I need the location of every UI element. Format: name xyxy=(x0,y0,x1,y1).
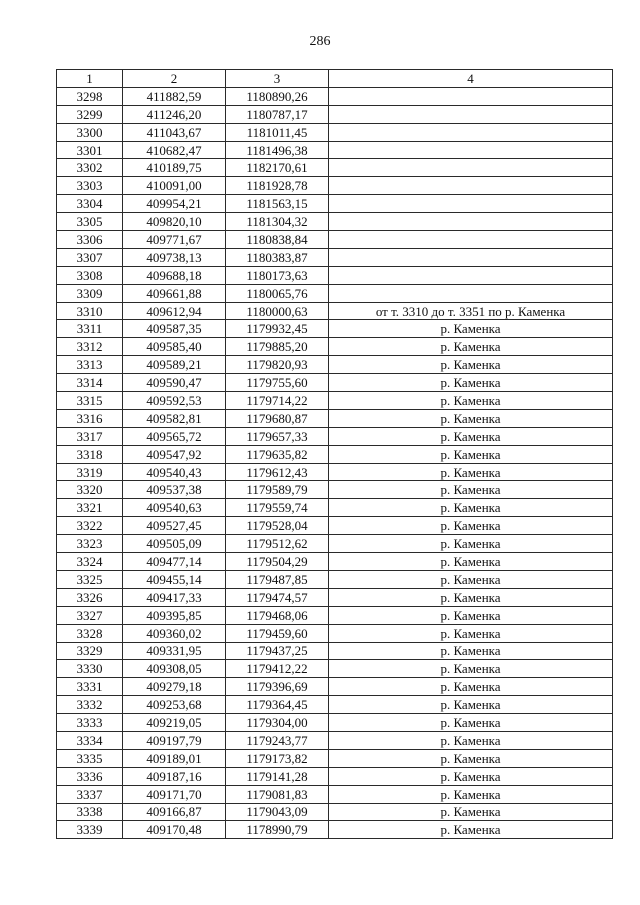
point-number-cell: 3299 xyxy=(57,105,123,123)
x-coordinate-cell: 409171,70 xyxy=(123,785,226,803)
table-row xyxy=(57,606,613,624)
table-row xyxy=(57,284,613,302)
y-coordinate-cell: 1179141,28 xyxy=(226,767,329,785)
table-row xyxy=(57,463,613,481)
x-coordinate-cell: 409565,72 xyxy=(123,427,226,445)
x-coordinate-cell: 411246,20 xyxy=(123,105,226,123)
header-row xyxy=(57,70,613,88)
x-coordinate-cell: 409592,53 xyxy=(123,392,226,410)
description-cell: р. Каменка xyxy=(329,374,613,392)
y-coordinate-cell: 1179714,22 xyxy=(226,392,329,410)
y-coordinate-cell: 1179437,25 xyxy=(226,642,329,660)
description-cell: р. Каменка xyxy=(329,696,613,714)
x-coordinate-cell: 409540,43 xyxy=(123,463,226,481)
x-coordinate-cell: 409547,92 xyxy=(123,445,226,463)
point-number-cell: 3328 xyxy=(57,624,123,642)
description-cell: р. Каменка xyxy=(329,642,613,660)
description-cell: р. Каменка xyxy=(329,803,613,821)
table-row xyxy=(57,517,613,535)
point-number-cell: 3335 xyxy=(57,749,123,767)
table-row xyxy=(57,624,613,642)
column-header-3: 3 xyxy=(226,70,329,88)
y-coordinate-cell: 1179755,60 xyxy=(226,374,329,392)
x-coordinate-cell: 409688,18 xyxy=(123,266,226,284)
description-cell: р. Каменка xyxy=(329,767,613,785)
x-coordinate-cell: 409279,18 xyxy=(123,678,226,696)
description-cell xyxy=(329,105,613,123)
column-header-4: 4 xyxy=(329,70,613,88)
point-number-cell: 3326 xyxy=(57,588,123,606)
table-row xyxy=(57,553,613,571)
table-row xyxy=(57,320,613,338)
y-coordinate-cell: 1181563,15 xyxy=(226,195,329,213)
description-cell: р. Каменка xyxy=(329,731,613,749)
point-number-cell: 3329 xyxy=(57,642,123,660)
description-cell xyxy=(329,123,613,141)
table-row xyxy=(57,821,613,839)
coordinates-table xyxy=(56,69,613,839)
y-coordinate-cell: 1179412,22 xyxy=(226,660,329,678)
point-number-cell: 3331 xyxy=(57,678,123,696)
point-number-cell: 3317 xyxy=(57,427,123,445)
description-cell: от т. 3310 до т. 3351 по р. Каменка xyxy=(329,302,613,320)
x-coordinate-cell: 411882,59 xyxy=(123,87,226,105)
table-row xyxy=(57,87,613,105)
x-coordinate-cell: 409587,35 xyxy=(123,320,226,338)
y-coordinate-cell: 1181011,45 xyxy=(226,123,329,141)
x-coordinate-cell: 410091,00 xyxy=(123,177,226,195)
y-coordinate-cell: 1178990,79 xyxy=(226,821,329,839)
table-row xyxy=(57,177,613,195)
point-number-cell: 3311 xyxy=(57,320,123,338)
point-number-cell: 3321 xyxy=(57,499,123,517)
y-coordinate-cell: 1179173,82 xyxy=(226,749,329,767)
table-row xyxy=(57,678,613,696)
table-row xyxy=(57,356,613,374)
y-coordinate-cell: 1179612,43 xyxy=(226,463,329,481)
point-number-cell: 3300 xyxy=(57,123,123,141)
x-coordinate-cell: 409585,40 xyxy=(123,338,226,356)
description-cell: р. Каменка xyxy=(329,749,613,767)
x-coordinate-cell: 410682,47 xyxy=(123,141,226,159)
description-cell xyxy=(329,159,613,177)
x-coordinate-cell: 409253,68 xyxy=(123,696,226,714)
point-number-cell: 3314 xyxy=(57,374,123,392)
x-coordinate-cell: 409590,47 xyxy=(123,374,226,392)
point-number-cell: 3333 xyxy=(57,714,123,732)
column-header-1: 1 xyxy=(57,70,123,88)
y-coordinate-cell: 1179528,04 xyxy=(226,517,329,535)
table-row xyxy=(57,302,613,320)
description-cell: р. Каменка xyxy=(329,660,613,678)
y-coordinate-cell: 1179657,33 xyxy=(226,427,329,445)
description-cell xyxy=(329,284,613,302)
table-row xyxy=(57,499,613,517)
table-row xyxy=(57,767,613,785)
table-row xyxy=(57,803,613,821)
table-row xyxy=(57,266,613,284)
table-row xyxy=(57,749,613,767)
x-coordinate-cell: 409771,67 xyxy=(123,231,226,249)
description-cell: р. Каменка xyxy=(329,517,613,535)
y-coordinate-cell: 1180065,76 xyxy=(226,284,329,302)
y-coordinate-cell: 1179680,87 xyxy=(226,409,329,427)
column-header-2: 2 xyxy=(123,70,226,88)
x-coordinate-cell: 409505,09 xyxy=(123,535,226,553)
point-number-cell: 3318 xyxy=(57,445,123,463)
table-row xyxy=(57,731,613,749)
point-number-cell: 3327 xyxy=(57,606,123,624)
point-number-cell: 3330 xyxy=(57,660,123,678)
description-cell xyxy=(329,195,613,213)
point-number-cell: 3302 xyxy=(57,159,123,177)
point-number-cell: 3310 xyxy=(57,302,123,320)
x-coordinate-cell: 409477,14 xyxy=(123,553,226,571)
x-coordinate-cell: 409187,16 xyxy=(123,767,226,785)
table-row xyxy=(57,338,613,356)
y-coordinate-cell: 1179243,77 xyxy=(226,731,329,749)
point-number-cell: 3337 xyxy=(57,785,123,803)
y-coordinate-cell: 1179468,06 xyxy=(226,606,329,624)
table-body xyxy=(57,87,613,838)
table-row xyxy=(57,696,613,714)
table-row xyxy=(57,535,613,553)
x-coordinate-cell: 409395,85 xyxy=(123,606,226,624)
x-coordinate-cell: 409661,88 xyxy=(123,284,226,302)
point-number-cell: 3336 xyxy=(57,767,123,785)
table-row xyxy=(57,141,613,159)
y-coordinate-cell: 1179081,83 xyxy=(226,785,329,803)
x-coordinate-cell: 409331,95 xyxy=(123,642,226,660)
y-coordinate-cell: 1179459,60 xyxy=(226,624,329,642)
point-number-cell: 3320 xyxy=(57,481,123,499)
point-number-cell: 3315 xyxy=(57,392,123,410)
point-number-cell: 3301 xyxy=(57,141,123,159)
x-coordinate-cell: 409738,13 xyxy=(123,248,226,266)
x-coordinate-cell: 409166,87 xyxy=(123,803,226,821)
table-row xyxy=(57,392,613,410)
table-row xyxy=(57,714,613,732)
description-cell: р. Каменка xyxy=(329,481,613,499)
description-cell: р. Каменка xyxy=(329,678,613,696)
page-number: 286 xyxy=(309,34,331,49)
description-cell: р. Каменка xyxy=(329,463,613,481)
x-coordinate-cell: 409954,21 xyxy=(123,195,226,213)
point-number-cell: 3319 xyxy=(57,463,123,481)
description-cell: р. Каменка xyxy=(329,499,613,517)
x-coordinate-cell: 409820,10 xyxy=(123,213,226,231)
table-row xyxy=(57,660,613,678)
description-cell xyxy=(329,87,613,105)
table-row xyxy=(57,195,613,213)
description-cell: р. Каменка xyxy=(329,714,613,732)
point-number-cell: 3308 xyxy=(57,266,123,284)
y-coordinate-cell: 1179559,74 xyxy=(226,499,329,517)
table-row xyxy=(57,785,613,803)
x-coordinate-cell: 409417,33 xyxy=(123,588,226,606)
x-coordinate-cell: 409308,05 xyxy=(123,660,226,678)
table-row xyxy=(57,427,613,445)
point-number-cell: 3316 xyxy=(57,409,123,427)
point-number-cell: 3312 xyxy=(57,338,123,356)
y-coordinate-cell: 1179364,45 xyxy=(226,696,329,714)
y-coordinate-cell: 1181928,78 xyxy=(226,177,329,195)
description-cell: р. Каменка xyxy=(329,535,613,553)
point-number-cell: 3303 xyxy=(57,177,123,195)
y-coordinate-cell: 1180173,63 xyxy=(226,266,329,284)
point-number-cell: 3334 xyxy=(57,731,123,749)
table-row xyxy=(57,409,613,427)
x-coordinate-cell: 409197,79 xyxy=(123,731,226,749)
description-cell xyxy=(329,213,613,231)
point-number-cell: 3304 xyxy=(57,195,123,213)
table-row xyxy=(57,123,613,141)
description-cell xyxy=(329,141,613,159)
table-row xyxy=(57,374,613,392)
table-row xyxy=(57,248,613,266)
y-coordinate-cell: 1180890,26 xyxy=(226,87,329,105)
y-coordinate-cell: 1179885,20 xyxy=(226,338,329,356)
x-coordinate-cell: 409455,14 xyxy=(123,570,226,588)
y-coordinate-cell: 1180383,87 xyxy=(226,248,329,266)
point-number-cell: 3338 xyxy=(57,803,123,821)
table-row xyxy=(57,213,613,231)
table-row xyxy=(57,570,613,588)
y-coordinate-cell: 1179589,79 xyxy=(226,481,329,499)
x-coordinate-cell: 409360,02 xyxy=(123,624,226,642)
table-header xyxy=(57,70,613,88)
y-coordinate-cell: 1179304,00 xyxy=(226,714,329,732)
y-coordinate-cell: 1180000,63 xyxy=(226,302,329,320)
x-coordinate-cell: 409527,45 xyxy=(123,517,226,535)
x-coordinate-cell: 410189,75 xyxy=(123,159,226,177)
description-cell: р. Каменка xyxy=(329,392,613,410)
x-coordinate-cell: 409170,48 xyxy=(123,821,226,839)
point-number-cell: 3323 xyxy=(57,535,123,553)
y-coordinate-cell: 1179512,62 xyxy=(226,535,329,553)
description-cell xyxy=(329,248,613,266)
table-row xyxy=(57,481,613,499)
description-cell: р. Каменка xyxy=(329,320,613,338)
table-row xyxy=(57,231,613,249)
x-coordinate-cell: 409540,63 xyxy=(123,499,226,517)
description-cell xyxy=(329,231,613,249)
description-cell: р. Каменка xyxy=(329,821,613,839)
x-coordinate-cell: 409589,21 xyxy=(123,356,226,374)
description-cell xyxy=(329,266,613,284)
x-coordinate-cell: 409219,05 xyxy=(123,714,226,732)
y-coordinate-cell: 1180787,17 xyxy=(226,105,329,123)
description-cell xyxy=(329,177,613,195)
point-number-cell: 3324 xyxy=(57,553,123,571)
description-cell: р. Каменка xyxy=(329,553,613,571)
table-row xyxy=(57,642,613,660)
y-coordinate-cell: 1181496,38 xyxy=(226,141,329,159)
y-coordinate-cell: 1179474,57 xyxy=(226,588,329,606)
point-number-cell: 3325 xyxy=(57,570,123,588)
y-coordinate-cell: 1180838,84 xyxy=(226,231,329,249)
description-cell: р. Каменка xyxy=(329,338,613,356)
point-number-cell: 3339 xyxy=(57,821,123,839)
description-cell: р. Каменка xyxy=(329,427,613,445)
point-number-cell: 3332 xyxy=(57,696,123,714)
x-coordinate-cell: 409612,94 xyxy=(123,302,226,320)
y-coordinate-cell: 1179504,29 xyxy=(226,553,329,571)
point-number-cell: 3309 xyxy=(57,284,123,302)
y-coordinate-cell: 1181304,32 xyxy=(226,213,329,231)
y-coordinate-cell: 1179487,85 xyxy=(226,570,329,588)
y-coordinate-cell: 1182170,61 xyxy=(226,159,329,177)
y-coordinate-cell: 1179396,69 xyxy=(226,678,329,696)
x-coordinate-cell: 409537,38 xyxy=(123,481,226,499)
point-number-cell: 3298 xyxy=(57,87,123,105)
x-coordinate-cell: 411043,67 xyxy=(123,123,226,141)
description-cell: р. Каменка xyxy=(329,356,613,374)
description-cell: р. Каменка xyxy=(329,785,613,803)
point-number-cell: 3307 xyxy=(57,248,123,266)
y-coordinate-cell: 1179043,09 xyxy=(226,803,329,821)
table-row xyxy=(57,588,613,606)
description-cell: р. Каменка xyxy=(329,570,613,588)
description-cell: р. Каменка xyxy=(329,409,613,427)
y-coordinate-cell: 1179820,93 xyxy=(226,356,329,374)
y-coordinate-cell: 1179635,82 xyxy=(226,445,329,463)
point-number-cell: 3306 xyxy=(57,231,123,249)
y-coordinate-cell: 1179932,45 xyxy=(226,320,329,338)
point-number-cell: 3313 xyxy=(57,356,123,374)
description-cell: р. Каменка xyxy=(329,588,613,606)
table-row xyxy=(57,159,613,177)
table-row xyxy=(57,445,613,463)
description-cell: р. Каменка xyxy=(329,606,613,624)
x-coordinate-cell: 409582,81 xyxy=(123,409,226,427)
point-number-cell: 3305 xyxy=(57,213,123,231)
description-cell: р. Каменка xyxy=(329,445,613,463)
description-cell: р. Каменка xyxy=(329,624,613,642)
table-row xyxy=(57,105,613,123)
x-coordinate-cell: 409189,01 xyxy=(123,749,226,767)
point-number-cell: 3322 xyxy=(57,517,123,535)
